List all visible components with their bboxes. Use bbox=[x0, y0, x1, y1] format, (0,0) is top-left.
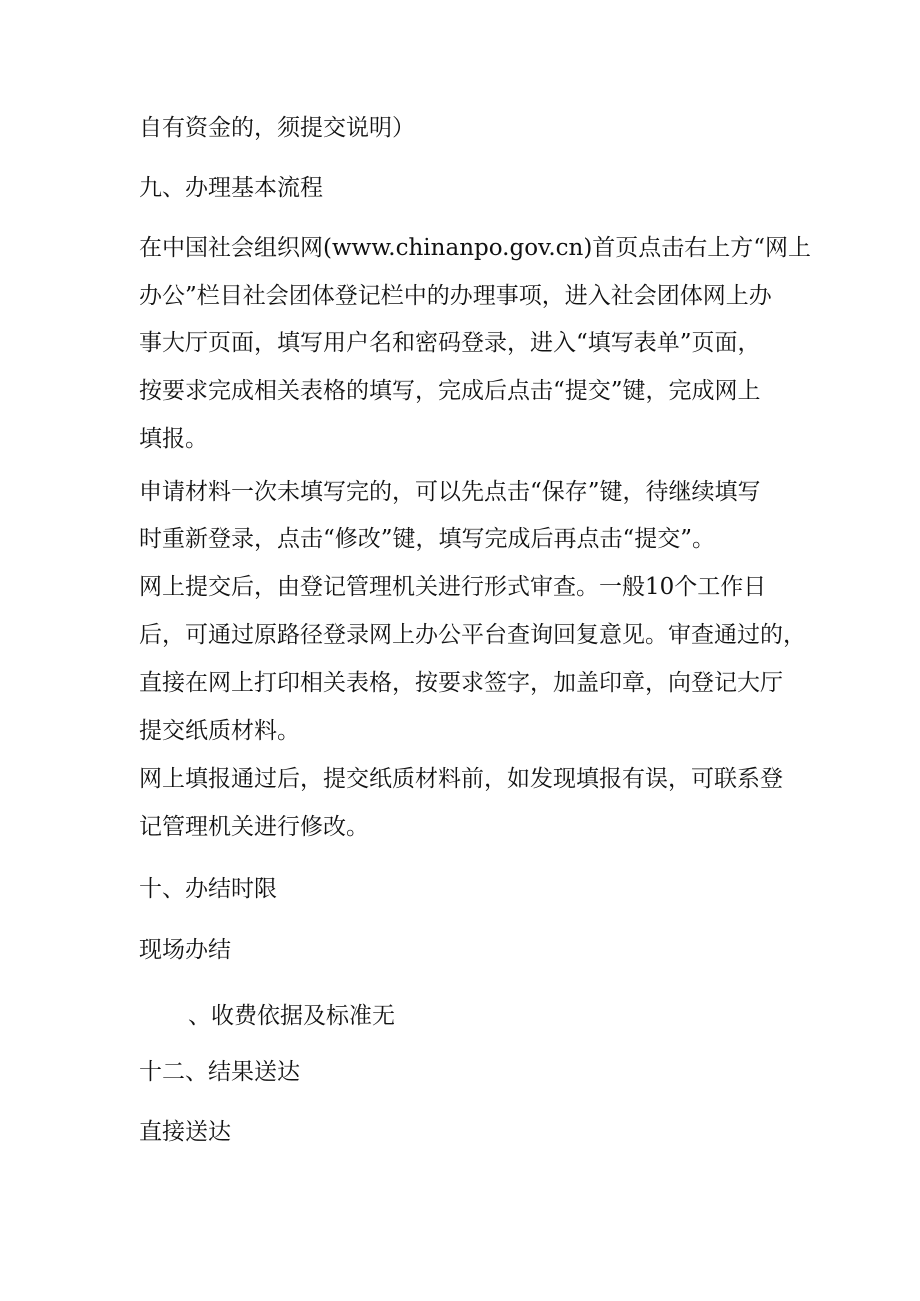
paragraph-line: 直接在网上打印相关表格，按要求签字，加盖印章，向登记大厅 bbox=[139, 670, 783, 696]
section-heading-10: 十、办结时限 bbox=[139, 876, 277, 902]
section-heading-9: 九、办理基本流程 bbox=[139, 175, 323, 201]
paragraph-line: 时重新登录，点击“修改”键，填写完成后再点击“提交”。 bbox=[139, 526, 716, 552]
paragraph-line: 填报。 bbox=[139, 426, 208, 452]
text-line-1: 自有资金的，须提交说明） bbox=[139, 115, 415, 141]
paragraph-line: 按要求完成相关表格的填写，完成后点击“提交”键，完成网上 bbox=[139, 378, 761, 404]
section-heading-12: 十二、结果送达 bbox=[139, 1059, 300, 1085]
paragraph-line: 记管理机关进行修改。 bbox=[139, 814, 369, 840]
paragraph-line: 网上填报通过后，提交纸质材料前，如发现填报有误，可联系登 bbox=[139, 766, 783, 792]
section-heading-11: 、收费依据及标准无 bbox=[188, 1003, 395, 1029]
paragraph-line: 事大厅页面，填写用户名和密码登录，进入“填写表单”页面， bbox=[139, 330, 761, 356]
paragraph-line: 后，可通过原路径登录网上办公平台查询回复意见。审查通过的， bbox=[139, 622, 806, 648]
text-line: 直接送达 bbox=[139, 1119, 231, 1145]
paragraph-line: 办公”栏目社会团体登记栏中的办理事项，进入社会团体网上办 bbox=[139, 283, 772, 309]
paragraph-line: 申请材料一次未填写完的，可以先点击“保存”键，待继续填写 bbox=[139, 479, 761, 505]
text-line: 现场办结 bbox=[139, 937, 231, 963]
paragraph-line: 在中国社会组织网(www.chinanpo.gov.cn)首页点击右上方“网上 bbox=[139, 235, 812, 261]
paragraph-line: 网上提交后，由登记管理机关进行形式审查。一般10个工作日 bbox=[139, 574, 767, 600]
paragraph-line: 提交纸质材料。 bbox=[139, 718, 300, 744]
